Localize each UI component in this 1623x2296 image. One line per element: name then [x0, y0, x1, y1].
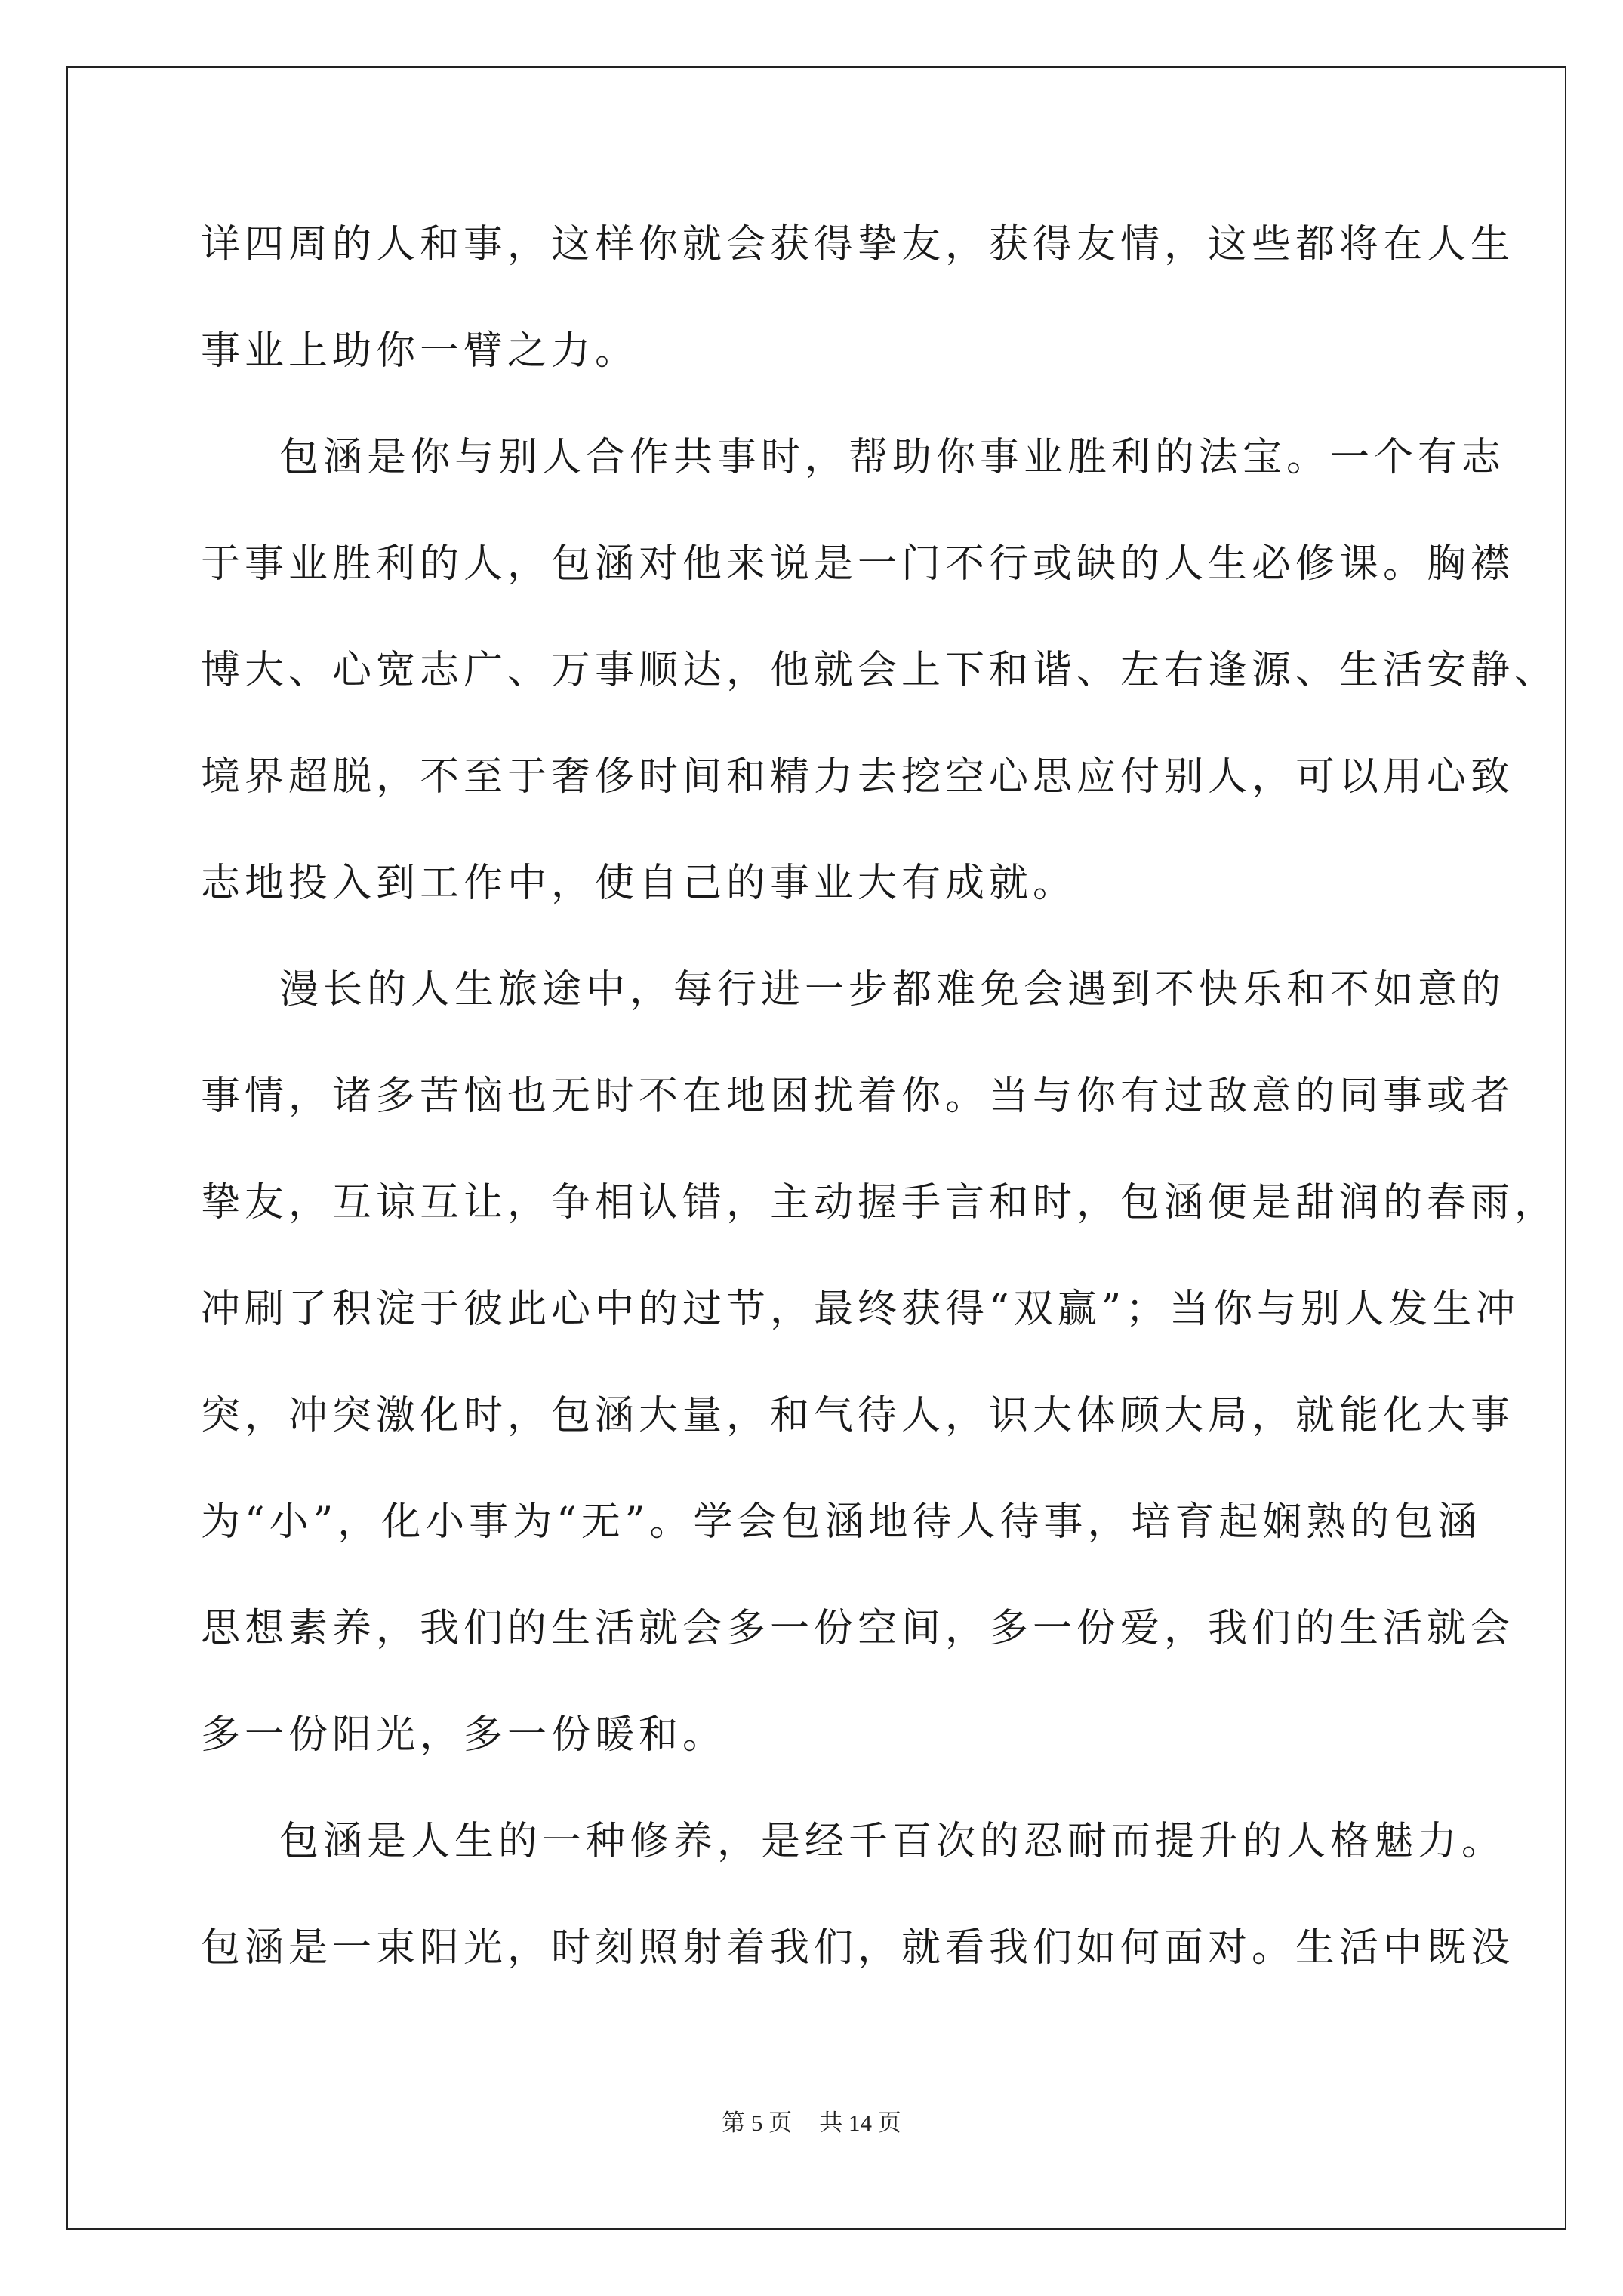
text-line: 志地投入到工作中，使自己的事业大有成就。	[201, 861, 1077, 906]
page-footer	[0, 2108, 1623, 2138]
text-line: 事业上助你一臂之力。	[201, 328, 639, 374]
text-line: 挚友，互谅互让，争相认错，主动握手言和时，包涵便是甜润的春雨，	[201, 1180, 1559, 1225]
paragraph-start-line: 漫长的人生旅途中，每行进一步都难免会遇到不快乐和不如意的	[279, 967, 1506, 1012]
text-line: 突，冲突激化时，包涵大量，和气待人，识大体顾大局，就能化大事	[201, 1393, 1515, 1438]
page-border	[66, 66, 1566, 2230]
paragraph-start-line: 包涵是人生的一种修养，是经千百次的忍耐而提升的人格魅力。	[279, 1819, 1506, 1864]
text-line: 多一份阳光，多一份暖和。	[201, 1712, 727, 1758]
text-line: 事情，诸多苦恼也无时不在地困扰着你。当与你有过敌意的同事或者	[201, 1074, 1515, 1119]
text-line: 思想素养，我们的生活就会多一份空间，多一份爱，我们的生活就会	[201, 1606, 1515, 1651]
page-total: 共 14 页	[819, 2110, 901, 2136]
text-line: 冲刷了积淀于彼此心中的过节，最终获得“双赢”；当你与别人发生冲	[201, 1287, 1520, 1332]
text-line: 境界超脱，不至于奢侈时间和精力去挖空心思应付别人，可以用心致	[201, 754, 1515, 800]
text-line: 包涵是一束阳光，时刻照射着我们，就看我们如何面对。生活中既没	[201, 1925, 1515, 1971]
text-line: 详四周的人和事，这样你就会获得挚友，获得友情，这些都将在人生	[201, 222, 1515, 267]
text-line: 博大、心宽志广、万事顺达，他就会上下和谐、左右逢源、生活安静、	[201, 648, 1559, 693]
page-number: 第 5 页	[722, 2110, 793, 2136]
text-line: 于事业胜利的人，包涵对他来说是一门不行或缺的人生必修课。胸襟	[201, 541, 1515, 587]
paragraph-start-line: 包涵是你与别人合作共事时，帮助你事业胜利的法宝。一个有志	[279, 435, 1506, 480]
text-line: 为“小”，化小事为“无”。学会包涵地待人待事，培育起娴熟的包涵	[201, 1499, 1482, 1545]
